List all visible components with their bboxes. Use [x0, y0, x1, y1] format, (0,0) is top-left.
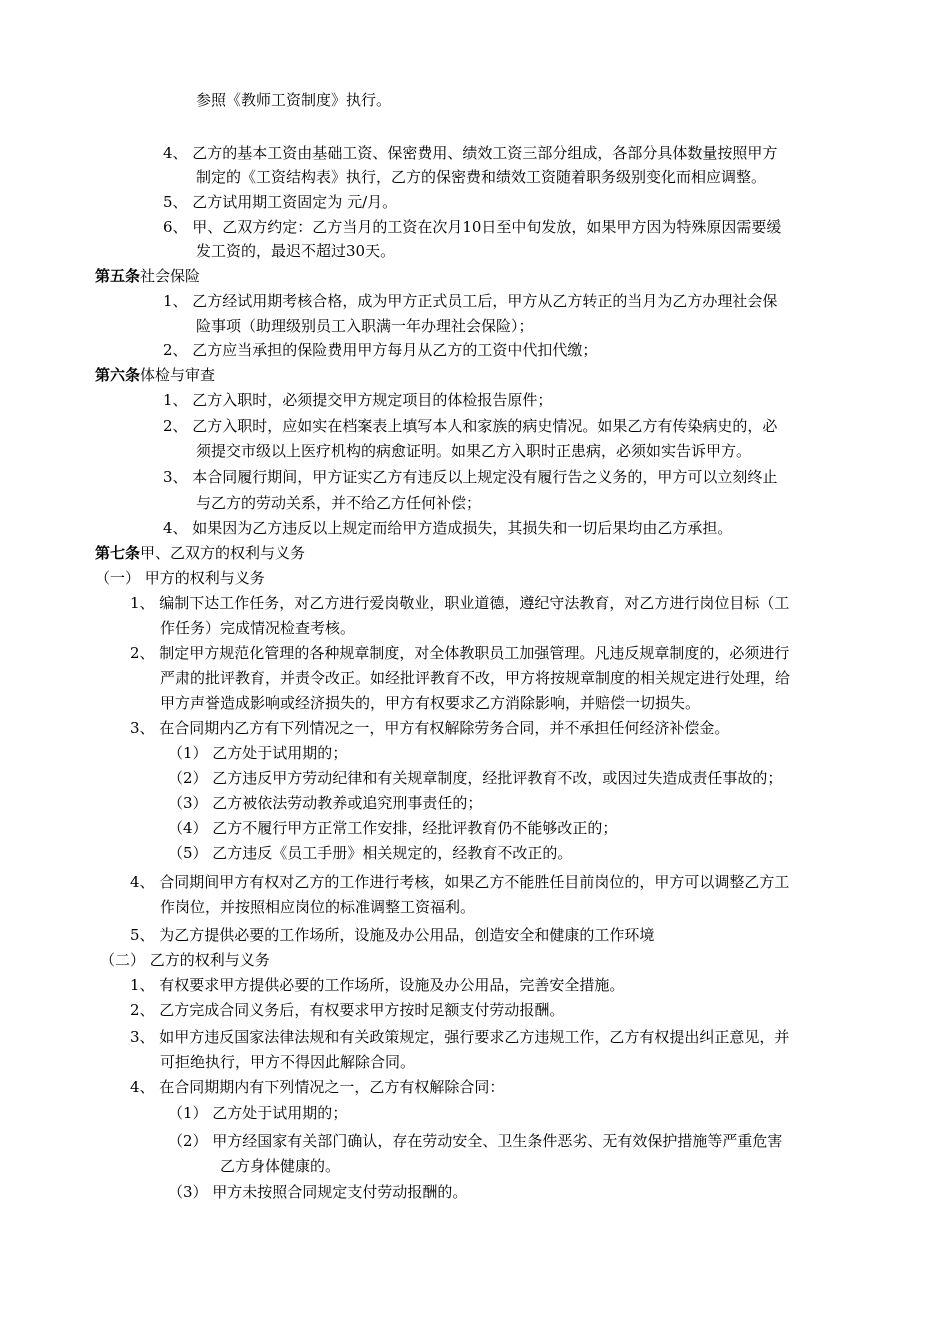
section-heading: （一） 甲方的权利与义务: [95, 569, 265, 587]
text-line: 乙方身体健康的。: [220, 1157, 341, 1175]
sub-item: （2） 甲方经国家有关部门确认，存在劳动安全、卫生条件恶劣、无有效保护措施等严重危害: [168, 1132, 783, 1150]
text-line: 参照《教师工资制度》执行。: [196, 91, 392, 109]
clause-item: 3、 本合同履行期间，甲方证实乙方有违反以上规定没有履行告之义务的，甲方可以立刻终止: [163, 468, 778, 486]
clause-item: 2、 制定甲方规范化管理的各种规章制度，对全体教职员工加强管理。凡违反规章制度的，必须进行: [130, 644, 790, 662]
clause-item: 1、 乙方经试用期考核合格，成为甲方正式员工后，甲方从乙方转正的当月为乙方办理社会保: [163, 292, 778, 310]
sub-item: （5） 乙方违反《员工手册》相关规定的，经教育不改正的。: [168, 844, 573, 862]
text-line: 须提交市级以上医疗机构的病愈证明。如果乙方入职时正患病，必须如实告诉甲方。: [196, 442, 752, 460]
clause-item: 4、 合同期间甲方有权对乙方的工作进行考核，如果乙方不能胜任目前岗位的，甲方可以调整乙方工: [130, 873, 790, 891]
clause-item: 2、 乙方完成合同义务后，有权要求甲方按时足额支付劳动报酬。: [130, 1001, 565, 1019]
text-line: 作任务）完成情况检查考核。: [160, 619, 356, 637]
sub-item: （2） 乙方违反甲方劳动纪律和有关规章制度，经批评教育不改，或因过失造成责任事故的；: [168, 769, 783, 787]
clause-item: 4、 如果因为乙方违反以上规定而给甲方造成损失，其损失和一切后果均由乙方承担。: [163, 519, 733, 537]
article-heading: 第五条社会保险: [95, 267, 201, 285]
text-line: 可拒绝执行，甲方不得因此解除合同。: [160, 1053, 416, 1071]
clause-item: 2、 乙方入职时，应如实在档案表上填写本人和家族的病史情况。如果乙方有传染病史的，必: [163, 417, 778, 435]
clause-item: 3、 如甲方违反国家法律法规和有关政策规定，强行要求乙方违规工作，乙方有权提出纠正意见，并: [130, 1028, 790, 1046]
clause-item: 1、 编制下达工作任务，对乙方进行爱岗敬业，职业道德，遵纪守法教育，对乙方进行岗位目标（工: [130, 594, 790, 612]
article-heading: 第六条体检与审查: [95, 366, 216, 384]
sub-item: （3） 甲方未按照合同规定支付劳动报酬的。: [168, 1183, 468, 1201]
article-heading: 第七条甲、乙双方的权利与义务: [95, 544, 306, 562]
clause-item: 5、 为乙方提供必要的工作场所，设施及办公用品，创造安全和健康的工作环境: [130, 926, 655, 944]
sub-item: （4） 乙方不履行甲方正常工作安排，经批评教育仍不能够改正的；: [168, 819, 618, 837]
clause-item: 2、 乙方应当承担的保险费用甲方每月从乙方的工资中代扣代缴；: [163, 341, 598, 359]
text-line: 发工资的，最迟不超过30天。: [196, 242, 396, 260]
clause-item: 3、 在合同期内乙方有下列情况之一，甲方有权解除劳务合同，并不承担任何经济补偿金。: [130, 719, 730, 737]
clause-item: 1、 有权要求甲方提供必要的工作场所，设施及办公用品，完善安全措施。: [130, 976, 625, 994]
clause-item: 6、 甲、乙双方约定：乙方当月的工资在次月10日至中旬发放，如果甲方因为特殊原因需要缓: [163, 218, 782, 236]
clause-item: 4、 在合同期期内有下列情况之一，乙方有权解除合同：: [130, 1078, 505, 1096]
clause-item: 1、 乙方入职时，必须提交甲方规定项目的体检报告原件；: [163, 391, 553, 409]
sub-item: （1） 乙方处于试用期的；: [168, 744, 348, 762]
text-line: 险事项（助理级别员工入职满一年办理社会保险）；: [196, 317, 534, 335]
clause-item: 4、 乙方的基本工资由基础工资、保密费用、绩效工资三部分组成，各部分具体数量按照甲方: [163, 144, 778, 162]
text-line: 甲方声誉造成影响或经济损失的，甲方有权要求乙方消除影响，并赔偿一切损失。: [160, 694, 701, 712]
section-heading: （二） 乙方的权利与义务: [100, 951, 270, 969]
text-line: 作岗位，并按照相应岗位的标准调整工资福利。: [160, 898, 476, 916]
text-line: 与乙方的劳动关系，并不给乙方任何补偿；: [196, 494, 482, 512]
sub-item: （1） 乙方处于试用期的；: [168, 1104, 348, 1122]
clause-item: 5、 乙方试用期工资固定为 元/月。: [163, 193, 398, 211]
text-line: 严肃的批评教育，并责令改正。如经批评教育不改，甲方将按规章制度的相关规定进行处理，给: [160, 669, 791, 687]
text-line: 制定的《工资结构表》执行，乙方的保密费和绩效工资随着职务级别变化而相应调整。: [196, 168, 767, 186]
sub-item: （3） 乙方被依法劳动教养或追究刑事责任的；: [168, 794, 483, 812]
